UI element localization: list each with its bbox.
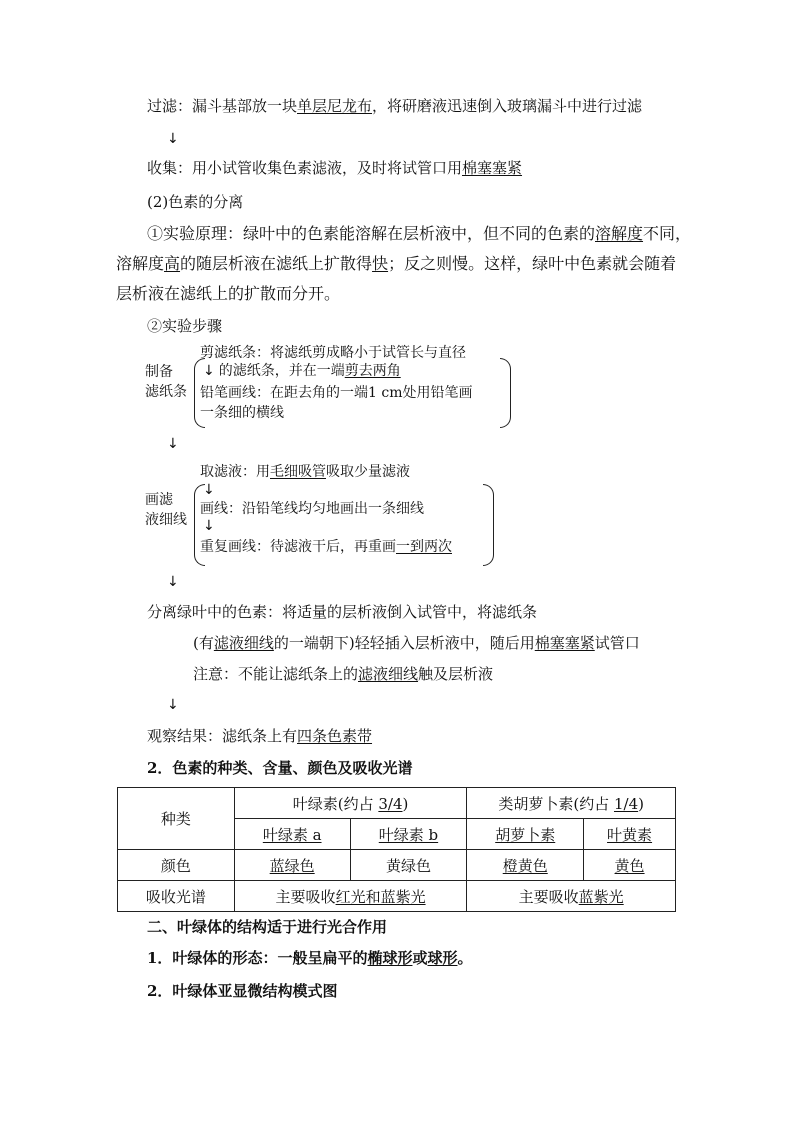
down-arrow-icon: ↓	[167, 697, 179, 713]
table-cell: 吸收光谱	[118, 881, 235, 912]
draw-side-label-2: 液细线	[145, 512, 187, 528]
principle-line-3: 层析液在滤纸上的扩散而分开。	[116, 284, 341, 303]
down-arrow-icon: ↓	[203, 518, 215, 534]
right-brace	[483, 484, 494, 566]
cut-line-2: ↓ 的滤纸条，并在一端剪去两角	[203, 363, 401, 379]
filter-line: 过滤：漏斗基部放一块单层尼龙布，将研磨液迅速倒入玻璃漏斗中进行过滤	[147, 97, 643, 115]
pencil-line-1: 铅笔画线：在距去角的一端1 cm处用铅笔画	[200, 385, 473, 401]
separate-line-2: (有滤液细线的一端朝下)轻轻插入层析液中，随后用棉塞塞紧试管口	[193, 634, 640, 652]
steps-heading: ②实验步骤	[147, 317, 223, 335]
prep-side-label-2: 滤纸条	[145, 384, 187, 400]
draw-side-label-1: 画滤	[145, 492, 173, 508]
table-cell: 叶绿素 b	[350, 819, 467, 850]
draw-line: 画线：沿铅笔线均匀地画出一条细线	[200, 501, 424, 517]
down-arrow-icon: ↓	[203, 482, 215, 498]
table-cell: 主要吸收蓝紫光	[467, 881, 676, 912]
table-cell: 类胡萝卜素(约占 1/4)	[467, 788, 676, 819]
down-arrow-icon: ↓	[167, 436, 179, 452]
chloroplast-diagram-heading: 2．叶绿体亚显微结构模式图	[147, 982, 338, 1000]
collect-line: 收集：用小试管收集色素滤液，及时将试管口用棉塞塞紧	[147, 159, 523, 177]
repeat-line: 重复画线：待滤液干后，再重画一到两次	[200, 539, 452, 555]
table-cell: 蓝绿色	[234, 850, 350, 881]
section-heading-chloroplast: 二、叶绿体的结构适于进行光合作用	[147, 918, 388, 936]
table-cell: 橙黄色	[467, 850, 584, 881]
table-cell: 颜色	[118, 850, 235, 881]
separate-note: 注意：不能让滤纸条上的滤液细线触及层析液	[193, 665, 494, 683]
table-cell: 叶绿素(约占 3/4)	[234, 788, 467, 819]
cut-line-1: 剪滤纸条：将滤纸剪成略小于试管长与直径	[200, 345, 466, 361]
table-cell: 主要吸收红光和蓝紫光	[234, 881, 467, 912]
down-arrow-icon: ↓	[167, 574, 179, 590]
table-row	[118, 788, 676, 819]
table-cell: 叶绿素 a	[234, 819, 350, 850]
down-arrow-icon: ↓	[203, 363, 215, 379]
table-row	[118, 881, 676, 912]
separate-line-1: 分离绿叶中的色素：将适量的层析液倒入试管中，将滤纸条	[147, 603, 538, 621]
section-heading-separation: (2)色素的分离	[147, 193, 244, 211]
table-cell: 黄绿色	[350, 850, 467, 881]
table-cell: 叶黄素	[584, 819, 676, 850]
principle-line-1: ①实验原理：绿叶中的色素能溶解在层析液中，但不同的色素的溶解度不同，	[147, 224, 692, 243]
right-brace	[500, 358, 511, 428]
down-arrow-icon: ↓	[167, 131, 179, 147]
table-cell: 黄色	[584, 850, 676, 881]
chloroplast-shape-line: 1．叶绿体的形态：一般呈扁平的椭球形或球形。	[147, 949, 473, 967]
pigment-heading: 2．色素的种类、含量、颜色及吸收光谱	[147, 759, 413, 777]
prep-side-label-1: 制备	[145, 364, 173, 380]
observe-line: 观察结果：滤纸条上有四条色素带	[147, 727, 373, 745]
pigment-table	[117, 787, 676, 912]
table-cell: 种类	[118, 788, 235, 850]
table-row	[118, 850, 676, 881]
pencil-line-2: 一条细的横线	[200, 405, 284, 421]
take-filtrate-line: 取滤液：用毛细吸管吸取少量滤液	[200, 464, 410, 480]
table-cell: 胡萝卜素	[467, 819, 584, 850]
principle-line-2: 溶解度高的随层析液在滤纸上扩散得快；反之则慢。这样，绿叶中色素就会随着	[116, 254, 677, 273]
